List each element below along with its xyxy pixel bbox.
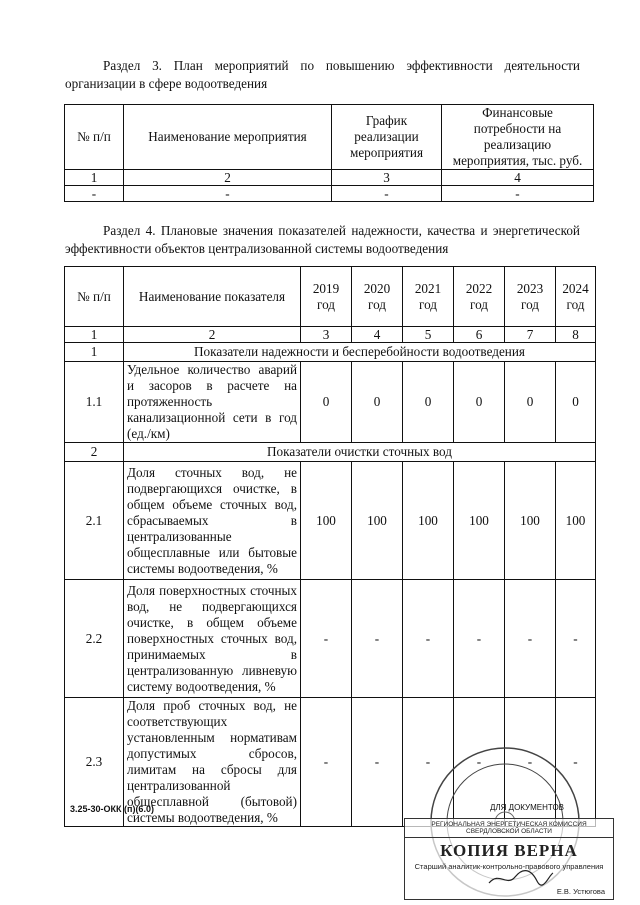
stamp-label: ДЛЯ ДОКУМЕНТОВ — [490, 803, 565, 812]
header-year: 2024 год — [556, 267, 596, 327]
row-num: 2.3 — [65, 698, 124, 827]
value-cell: - — [505, 698, 556, 827]
header-indicator: Наименование показателя — [124, 267, 301, 327]
header-num: № п/п — [65, 267, 124, 327]
header-year: 2022 год — [454, 267, 505, 327]
section3-table — [64, 104, 594, 202]
row-name: Доля сточных вод, не подвергающихся очистке, в общем объеме сточных вод, сбрасываемых в централизованные общесплавные или бытовые системы водоотведения, % — [124, 462, 301, 580]
number-cell: 2 — [124, 327, 301, 343]
table-header-row — [65, 267, 596, 327]
table-header-row — [65, 105, 594, 170]
header-finance: Финансовые потребности на реализацию мероприятия, тыс. руб. — [442, 105, 594, 170]
table-number-row — [65, 170, 594, 186]
number-cell: 3 — [301, 327, 352, 343]
number-cell: 5 — [403, 327, 454, 343]
number-cell: 2 — [124, 170, 332, 186]
value-cell: 0 — [403, 362, 454, 443]
number-cell: 4 — [352, 327, 403, 343]
section3-title: Раздел 3. План мероприятий по повышению эффективности деятельности организации в сфере водоотведения — [65, 58, 580, 91]
stamp-organization: РЕГИОНАЛЬНАЯ ЭНЕРГЕТИЧЕСКАЯ КОМИССИЯ СВЕРДЛОВСКОЙ ОБЛАСТИ — [405, 819, 613, 838]
value-cell: - — [301, 698, 352, 827]
row-num: 2.2 — [65, 580, 124, 698]
value-cell: 100 — [454, 462, 505, 580]
group-row — [65, 443, 596, 462]
table-cell: - — [332, 186, 442, 202]
value-cell: - — [403, 580, 454, 698]
value-cell: 100 — [352, 462, 403, 580]
document-code: 3.25-30-ОКК (п)(6.0) — [70, 804, 154, 814]
row-num: 1.1 — [65, 362, 124, 443]
section4-title: Раздел 4. Плановые значения показателей надежности, качества и энергетической эффективности объектов централизованной системы водоотведения — [65, 223, 580, 256]
header-num: № п/п — [65, 105, 124, 170]
signature-icon — [485, 867, 555, 889]
number-cell: 1 — [65, 327, 124, 343]
table-number-row — [65, 327, 596, 343]
number-cell: 7 — [505, 327, 556, 343]
stamp-title: КОПИЯ ВЕРНА — [440, 841, 578, 860]
value-cell: - — [556, 698, 596, 827]
header-name: Наименование мероприятия — [124, 105, 332, 170]
value-cell: 100 — [505, 462, 556, 580]
certified-copy-stamp — [404, 818, 614, 900]
group-title: Показатели очистки сточных вод — [124, 443, 596, 462]
value-cell: 0 — [556, 362, 596, 443]
table-cell: - — [442, 186, 594, 202]
value-cell: - — [556, 580, 596, 698]
row-name: Доля поверхностных сточных вод, не подвергающихся очистке, в общем объеме поверхностных сточных вод, принимаемых в централизованную ливневую систему водоотведения, % — [124, 580, 301, 698]
table-cell: - — [124, 186, 332, 202]
group-title: Показатели надежности и бесперебойности водоотведения — [124, 343, 596, 362]
value-cell: 100 — [556, 462, 596, 580]
value-cell: 0 — [301, 362, 352, 443]
number-cell: 3 — [332, 170, 442, 186]
value-cell: 0 — [505, 362, 556, 443]
value-cell: - — [454, 580, 505, 698]
value-cell: - — [301, 580, 352, 698]
row-name: Доля проб сточных вод, не соответствующих установленным нормативам допустимых сбросов, лимитам на сбросы для централизованной общесплавной (бытовой) системы водоотведения, % — [124, 698, 301, 827]
table-row — [65, 362, 596, 443]
row-num: 2.1 — [65, 462, 124, 580]
header-year: 2019 год — [301, 267, 352, 327]
header-year: 2023 год — [505, 267, 556, 327]
value-cell: - — [352, 580, 403, 698]
value-cell: - — [352, 698, 403, 827]
number-cell: 1 — [65, 170, 124, 186]
value-cell: - — [505, 580, 556, 698]
row-name: Удельное количество аварий и засоров в расчете на протяженность канализационной сети в год (ед./км) — [124, 362, 301, 443]
value-cell: 100 — [301, 462, 352, 580]
table-row — [65, 186, 594, 202]
table-row — [65, 462, 596, 580]
value-cell: 0 — [352, 362, 403, 443]
group-num: 1 — [65, 343, 124, 362]
header-year: 2020 год — [352, 267, 403, 327]
value-cell: - — [454, 698, 505, 827]
table-cell: - — [65, 186, 124, 202]
group-num: 2 — [65, 443, 124, 462]
number-cell: 4 — [442, 170, 594, 186]
stamp-signer: Е.В. Устюгова — [556, 887, 605, 896]
value-cell: 0 — [454, 362, 505, 443]
group-row — [65, 343, 596, 362]
number-cell: 6 — [454, 327, 505, 343]
header-year: 2021 год — [403, 267, 454, 327]
value-cell: - — [403, 698, 454, 827]
stamp-position: Старший аналитик-контрольно-правового управления — [414, 862, 604, 871]
value-cell: 100 — [403, 462, 454, 580]
table-row — [65, 580, 596, 698]
number-cell: 8 — [556, 327, 596, 343]
header-schedule: График реализации мероприятия — [332, 105, 442, 170]
